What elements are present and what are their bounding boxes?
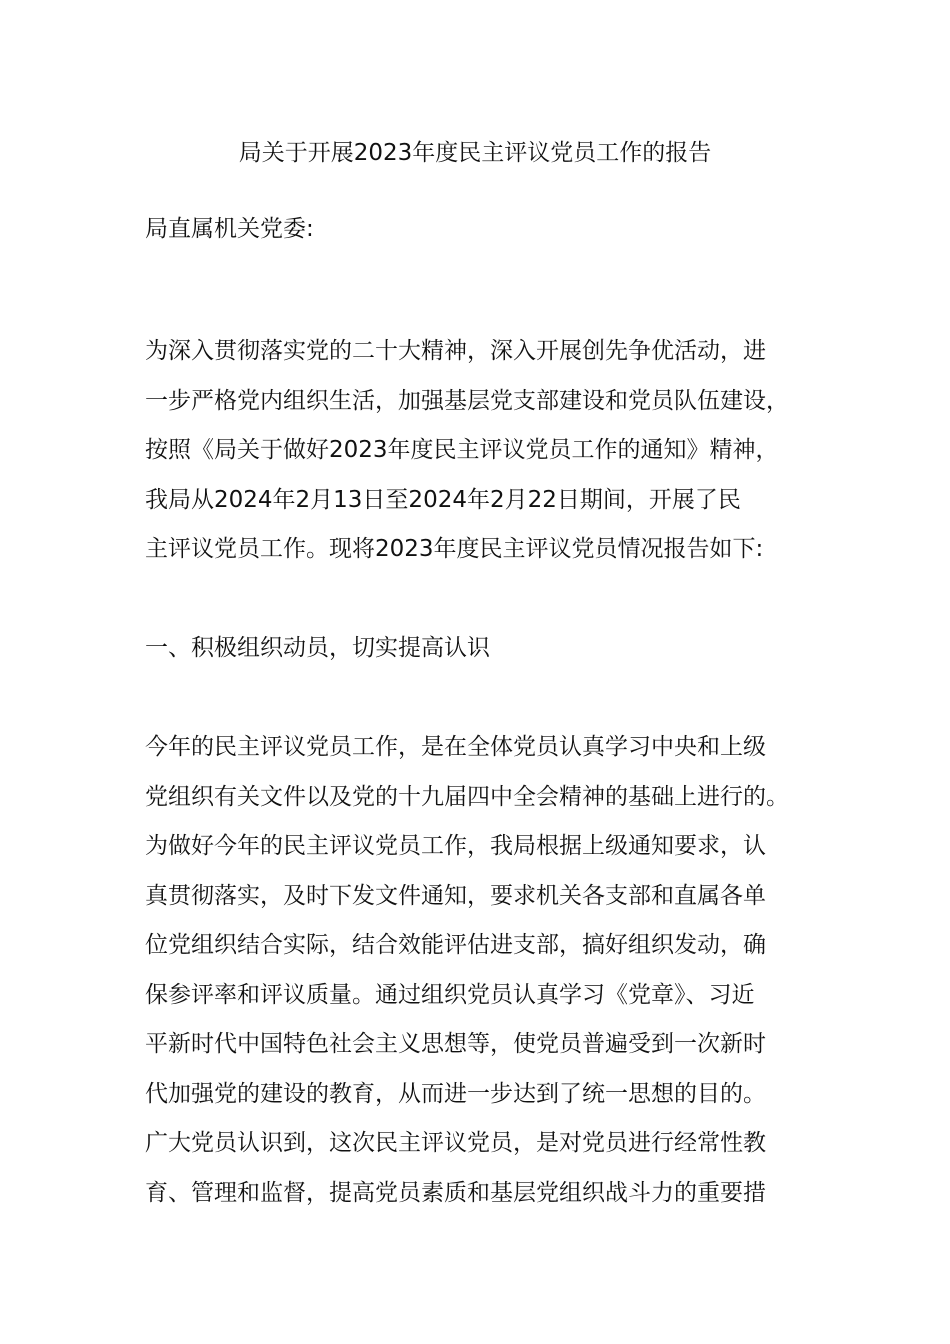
paragraph-line: 为深入贯彻落实党的二十大精神，深入开展创先争优活动，进 [145, 338, 766, 364]
paragraph-line: 按照《局关于做好2023年度民主评议党员工作的通知》精神， [145, 437, 779, 463]
paragraph-line: 代加强党的建设的教育，从而进一步达到了统一思想的目的。 [145, 1080, 766, 1107]
paragraph-line: 平新时代中国特色社会主义思想等，使党员普遍受到一次新时 [145, 1031, 766, 1057]
paragraph-section1 [145, 723, 815, 1218]
paragraph-line: 主评议党员工作。现将2023年度民主评议党员情况报告如下: [145, 536, 764, 562]
section-heading: 一、积极组织动员，切实提高认识 [145, 635, 490, 661]
paragraph-line: 党组织有关文件以及党的十九届四中全会精神的基础上进行的。 [145, 783, 789, 810]
paragraph-line: 今年的民主评议党员工作，是在全体党员认真学习中央和上级 [145, 734, 766, 760]
salutation: 局直属机关党委: [145, 216, 314, 242]
document-title: 局关于开展2023年度民主评议党员工作的报告 [238, 140, 712, 166]
paragraph-line: 真贯彻落实，及时下发文件通知，要求机关各支部和直属各单 [145, 882, 766, 909]
paragraph-intro [145, 327, 815, 575]
paragraph-line: 育、管理和监督，提高党员素质和基层党组织战斗力的重要措 [145, 1179, 766, 1206]
paragraph-line: 保参评率和评议质量。通过组织党员认真学习《党章》、习近 [145, 981, 755, 1008]
paragraph-line: 位党组织结合实际，结合效能评估进支部，搞好组织发动，确 [145, 932, 766, 958]
paragraph-line: 我局从2024年2月13日至2024年2月22日期间，开展了民 [145, 486, 741, 513]
paragraph-line: 一步严格党内组织生活，加强基层党支部建设和党员队伍建设， [145, 387, 789, 414]
paragraph-line: 广大党员认识到，这次民主评议党员，是对党员进行经常性教 [145, 1130, 766, 1156]
paragraph-line: 为做好今年的民主评议党员工作，我局根据上级通知要求，认 [145, 833, 766, 859]
